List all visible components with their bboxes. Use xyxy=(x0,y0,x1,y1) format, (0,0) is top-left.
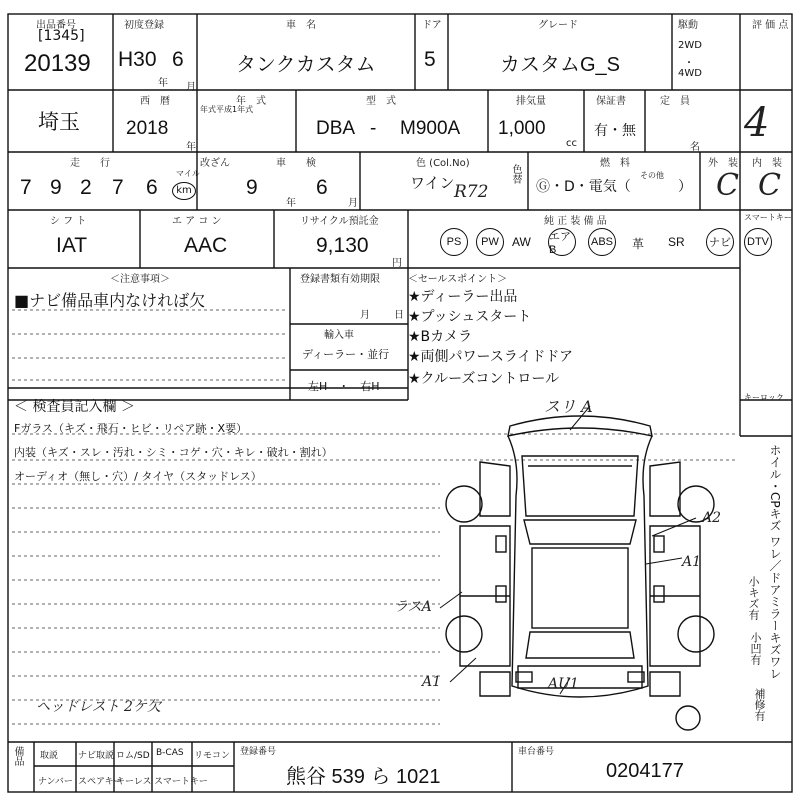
recycle-label: リサイクル預託金 xyxy=(300,216,379,227)
km-unit: km xyxy=(172,182,196,200)
chassis-label: 車台番号 xyxy=(518,747,555,757)
capacity-label: 定 員 xyxy=(660,96,690,107)
damage-mark-bottom: AU1 xyxy=(548,676,579,692)
equipment-item: AW xyxy=(512,235,531,249)
equipment-item: ABS xyxy=(588,228,616,256)
doors-label: ドア xyxy=(422,20,442,31)
deadline-month: 月 xyxy=(360,310,370,321)
accessory-item: キーレス xyxy=(116,777,152,787)
shift-value: IAT xyxy=(56,234,88,257)
mile-unit: マイル xyxy=(176,169,200,178)
equipment-item: 革 xyxy=(632,237,645,251)
first-reg-label: 初度登録 xyxy=(124,20,164,31)
color-label: 色 (Col.No) xyxy=(416,158,470,169)
accessory-item: スマートキー xyxy=(154,777,208,787)
displacement-label: 排気量 xyxy=(516,96,546,107)
accessory-item: スペアキー xyxy=(78,777,123,787)
year-value: 2018 xyxy=(126,118,169,139)
interior-grade: C xyxy=(758,168,781,203)
chassis-number: 0204177 xyxy=(606,760,684,782)
sales-point: ★両側パワースライドドア xyxy=(408,349,574,365)
inspection-month: 6 xyxy=(316,176,328,199)
small-scratch-legend: 小キズ有 xyxy=(747,576,760,620)
year-label: 西 暦 xyxy=(140,96,170,107)
damage-mark-left-1: ラスA xyxy=(394,599,432,615)
model-dash: - xyxy=(370,118,377,139)
exterior-grade: C xyxy=(716,168,739,203)
score-label: 評 価 点 xyxy=(752,20,789,31)
sales-point: ★プッシュスタート xyxy=(408,309,532,325)
wheel-rear-left xyxy=(446,616,482,652)
model-prefix: DBA xyxy=(316,118,356,139)
grade-label: グレード xyxy=(538,20,578,31)
drive-2wd: 2WD xyxy=(678,40,702,51)
prefecture: 埼玉 xyxy=(38,111,80,134)
doc-deadline-label: 登録書類有効期限 xyxy=(300,274,380,285)
roof xyxy=(532,548,628,628)
inspection-month-unit: 月 xyxy=(348,198,358,209)
year-unit-2: 年 xyxy=(186,142,196,153)
key-lock-label: キーロック xyxy=(744,393,784,402)
color-change: 色替 xyxy=(510,164,521,184)
fuel-other: その他 xyxy=(640,171,664,180)
accessory-item: ナンバー xyxy=(38,777,73,787)
caution-text: ■ナビ備品車内なければ欠 xyxy=(14,291,206,310)
meter-label: 改ざん xyxy=(200,158,230,169)
equipment-item: PW xyxy=(476,228,504,256)
hood xyxy=(522,456,638,516)
inspector-line-audio: オーディオ（無し・穴）/ タイヤ（スタッドレス） xyxy=(14,470,262,483)
wheel-front-left xyxy=(446,486,482,522)
accessory-item: ロム/SD xyxy=(116,751,150,761)
wheel-rear-right xyxy=(678,616,714,652)
yen-unit: 円 xyxy=(392,258,402,269)
lot-label: 出品番号 xyxy=(36,20,76,31)
mileage-digit: 2 xyxy=(80,176,92,199)
mileage-label: 走 行 xyxy=(70,158,110,169)
reg-number-value: 熊谷 539 ら 1021 xyxy=(286,766,441,788)
model-year-note: 年式平成1年式 xyxy=(200,105,254,114)
steering-side: 左H ・ 右H xyxy=(308,380,380,393)
model-value: M900A xyxy=(400,118,461,139)
inspector-line-interior: 内装（キズ・スレ・汚れ・シミ・コゲ・穴・キレ・破れ・割れ） xyxy=(14,446,333,459)
warranty-value: 有・無 xyxy=(594,123,636,139)
inspector-label: ＜ 検査員記入欄 ＞ xyxy=(14,399,135,415)
ac-label: エ ア コ ン xyxy=(172,216,222,227)
equipment-item: ナビ xyxy=(706,228,734,256)
year-unit: 年 xyxy=(158,78,168,89)
model-year-label: 年 式 xyxy=(236,96,266,107)
accessory-item: B-CAS xyxy=(156,748,184,758)
month-unit: 月 xyxy=(186,82,196,93)
inspector-line-glass: Fガラス（キズ・飛石・ヒビ・リペア跡・X要） xyxy=(14,422,248,435)
sales-points-label: ＜セールスポイント＞ xyxy=(408,274,508,285)
recycle-value: 9,130 xyxy=(316,234,369,257)
registration-number: 20139 xyxy=(24,50,91,77)
displacement-value: 1,000 xyxy=(498,118,546,139)
reg-number-label: 登録番号 xyxy=(240,747,277,757)
drive-4wd: 4WD xyxy=(678,68,702,79)
damage-mark-left-2: A1 xyxy=(422,674,442,690)
smart-key-label: スマートキー xyxy=(744,213,792,222)
equipment-label: 純 正 装 備 品 xyxy=(544,216,607,227)
fuel-close: ） xyxy=(678,179,692,195)
ac-value: AAC xyxy=(184,234,228,257)
inspection-label: 車 検 xyxy=(276,158,316,169)
spare-wheel xyxy=(676,706,700,730)
fuel-options: Ⓖ・D・電気（ xyxy=(536,179,631,195)
sales-point: ★ディーラー出品 xyxy=(408,289,518,305)
exterior-label: 外 装 xyxy=(708,158,738,169)
equipment-item: DTV xyxy=(744,228,772,256)
rear-window xyxy=(526,632,634,658)
grade-value: カスタムG_S xyxy=(500,54,621,76)
inspection-year-unit: 年 xyxy=(286,198,296,209)
shift-label: シ フ ト xyxy=(50,216,87,227)
wheel-mirror-legend: ホイル・CPキズ ワレ／ドアミラーキズワレ xyxy=(768,444,782,680)
doors-value: 5 xyxy=(424,48,436,71)
mileage-digit: 7 xyxy=(20,176,32,199)
cc-unit: cc xyxy=(566,138,577,149)
mileage-digit: 9 xyxy=(50,176,62,199)
first-reg-era: H30 xyxy=(118,48,157,71)
inspection-year: 9 xyxy=(246,176,258,199)
left-fender xyxy=(480,462,510,516)
accessory-item: ナビ取説 xyxy=(78,751,115,761)
warranty-label: 保証書 xyxy=(596,96,626,107)
lot-number: [1345] xyxy=(38,28,85,44)
mileage-digit: 7 xyxy=(112,176,124,199)
equipment-item: SR xyxy=(668,235,685,249)
color-value: ワイン xyxy=(410,174,455,192)
equipment-item: エアB xyxy=(548,228,576,256)
drive-dot: ・ xyxy=(684,58,694,69)
equipment-item: PS xyxy=(440,228,468,256)
repaired-legend: 補修有 xyxy=(753,688,766,721)
rear-gate xyxy=(518,666,642,688)
sales-point: ★クルーズコントロール xyxy=(408,371,560,387)
windshield xyxy=(524,520,636,544)
color-code: R72 xyxy=(454,182,489,202)
interior-label: 内 装 xyxy=(752,158,782,169)
car-name: タンクカスタム xyxy=(236,54,376,76)
car-name-label: 車 名 xyxy=(286,20,316,31)
capacity-unit: 名 xyxy=(690,142,700,153)
model-label: 型 式 xyxy=(366,96,396,107)
first-reg-month: 6 xyxy=(172,48,184,71)
fuel-label: 燃 料 xyxy=(600,158,630,169)
front-bumper xyxy=(508,416,652,436)
small-dent-legend: 小凹有 xyxy=(749,632,762,665)
damage-mark-right-2: A1 xyxy=(682,554,702,570)
caution-label: ＜注意事項＞ xyxy=(110,274,170,285)
damage-mark-right-1: A2 xyxy=(702,510,722,526)
score-value: 4 xyxy=(744,100,770,146)
inspector-handwritten-note: ヘッドレスト 2ケ欠 xyxy=(36,699,161,715)
import-value: ディーラー・並行 xyxy=(302,348,390,361)
mileage-digit: 6 xyxy=(146,176,158,199)
deadline-day: 日 xyxy=(394,310,404,321)
accessory-item: 取説 xyxy=(40,751,59,761)
import-label: 輸入車 xyxy=(324,330,354,341)
drive-label: 駆動 xyxy=(678,20,698,31)
right-fender xyxy=(650,462,680,516)
accessories-label: 備品 xyxy=(12,746,23,766)
sales-point: ★Bカメラ xyxy=(408,329,473,345)
accessory-item: リモコン xyxy=(194,751,231,761)
damage-mark-front: スリ A xyxy=(544,397,593,416)
